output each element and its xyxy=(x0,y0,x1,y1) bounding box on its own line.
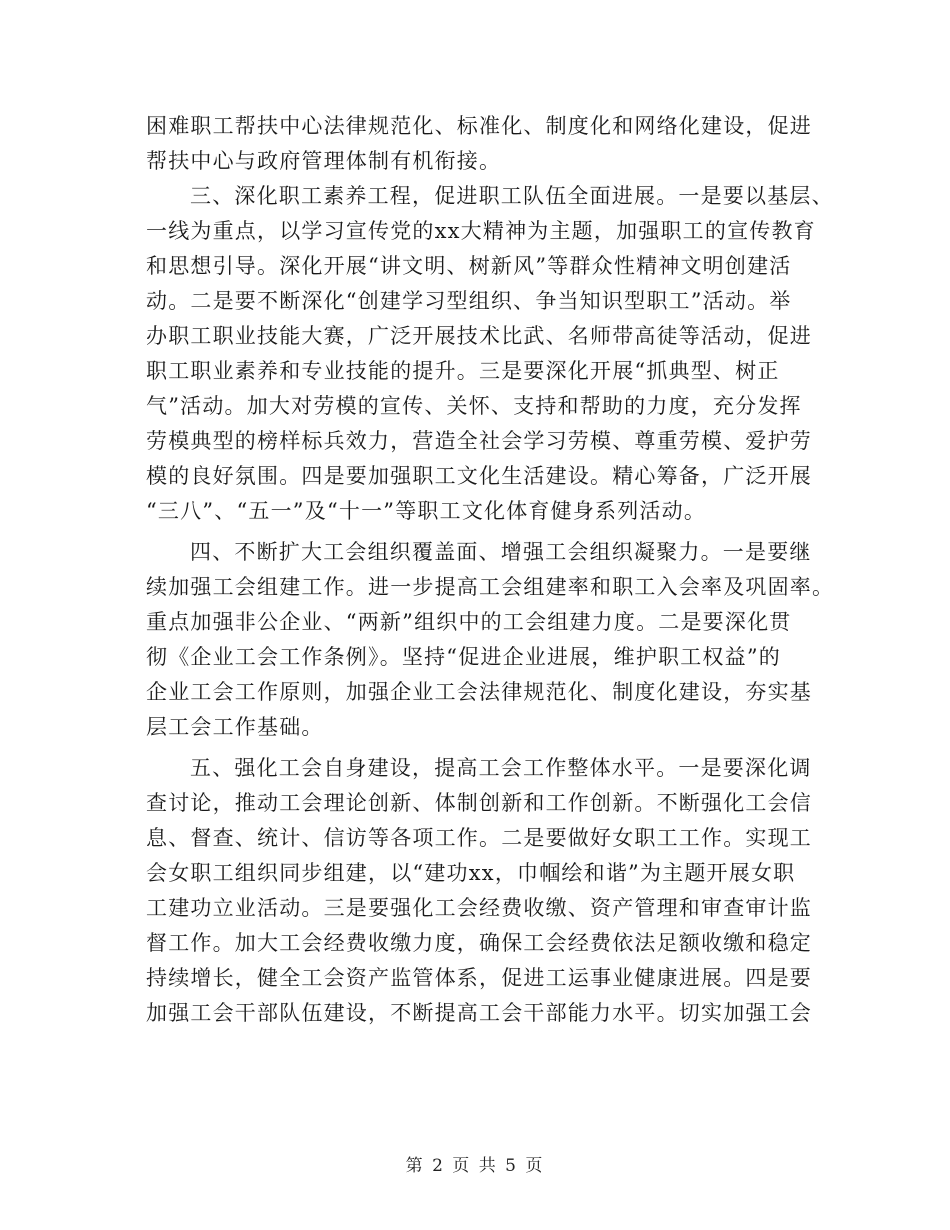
body-text-line: 重点加强非公企业、“两新”组织中的工会组建力度。二是要深化贯 xyxy=(146,610,792,634)
body-text-line: 帮扶中心与政府管理体制有机衔接。 xyxy=(146,149,502,173)
body-text-line: 督工作。加大工会经费收缴力度，确保工会经费依法足额收缴和稳定 xyxy=(146,931,812,955)
body-text-line: 续加强工会组建工作。进一步提高工会组建率和职工入会率及巩固率。 xyxy=(146,575,835,599)
body-text-line: 彻《企业工会工作条例》。坚持“促进企业进展，维护职工权益”的 xyxy=(146,645,781,669)
body-text-line: “三八”、“五一”及“十一”等职工文化体育健身系列活动。 xyxy=(146,499,707,523)
body-text-line: 困难职工帮扶中心法律规范化、标准化、制度化和网络化建设，促进 xyxy=(146,114,812,138)
body-text-line: 一线为重点，以学习宣传党的xx大精神为主题，加强职工的宣传教育 xyxy=(146,219,816,243)
body-text-line: 加强工会干部队伍建设，不断提高工会干部能力水平。切实加强工会 xyxy=(146,1001,812,1025)
body-text-line: 层工会工作基础。 xyxy=(146,715,324,739)
body-text-line: 职工职业素养和专业技能的提升。三是要深化开展“抓典型、树正 xyxy=(146,359,780,383)
body-text-line: 持续增长，健全工会资产监管体系，促进工运事业健康进展。四是要 xyxy=(146,966,812,990)
body-text-line: 气”活动。加大对劳模的宣传、关怀、支持和帮助的力度，充分发挥 xyxy=(146,394,802,418)
section-five-line: 五、强化工会自身建设，提高工会工作整体水平。一是要深化调 xyxy=(190,756,812,780)
body-text-line: 会女职工组织同步组建，以“建功xx，巾帼绘和谐”为主题开展女职 xyxy=(146,861,796,885)
section-three-line: 三、深化职工素养工程，促进职工队伍全面进展。一是要以基层、 xyxy=(190,184,834,208)
page-number-footer: 第 2 页 共 5 页 xyxy=(405,1156,545,1176)
body-text-line: 动。二是要不断深化“创建学习型组织、争当知识型职工”活动。举 xyxy=(146,289,792,313)
body-text-line: 办职工职业技能大赛，广泛开展技术比武、名师带高徒等活动，促进 xyxy=(146,324,812,348)
body-text-line: 模的良好氛围。四是要加强职工文化生活建设。精心筹备，广泛开展 xyxy=(146,464,812,488)
body-text-line: 和思想引导。深化开展“讲文明、树新风”等群众性精神文明创建活 xyxy=(146,254,792,278)
body-text-line: 查讨论，推动工会理论创新、体制创新和工作创新。不断强化工会信 xyxy=(146,791,812,815)
body-text-line: 工建功立业活动。三是要强化工会经费收缴、资产管理和审查审计监 xyxy=(146,896,812,920)
section-four-line: 四、不断扩大工会组织覆盖面、增强工会组织凝聚力。一是要继 xyxy=(190,540,812,564)
body-text-line: 劳模典型的榜样标兵效力，营造全社会学习劳模、尊重劳模、爱护劳 xyxy=(146,429,812,453)
body-text-line: 息、督查、统计、信访等各项工作。二是要做好女职工工作。实现工 xyxy=(146,826,812,850)
body-text-line: 企业工会工作原则，加强企业工会法律规范化、制度化建设，夯实基 xyxy=(146,680,812,704)
